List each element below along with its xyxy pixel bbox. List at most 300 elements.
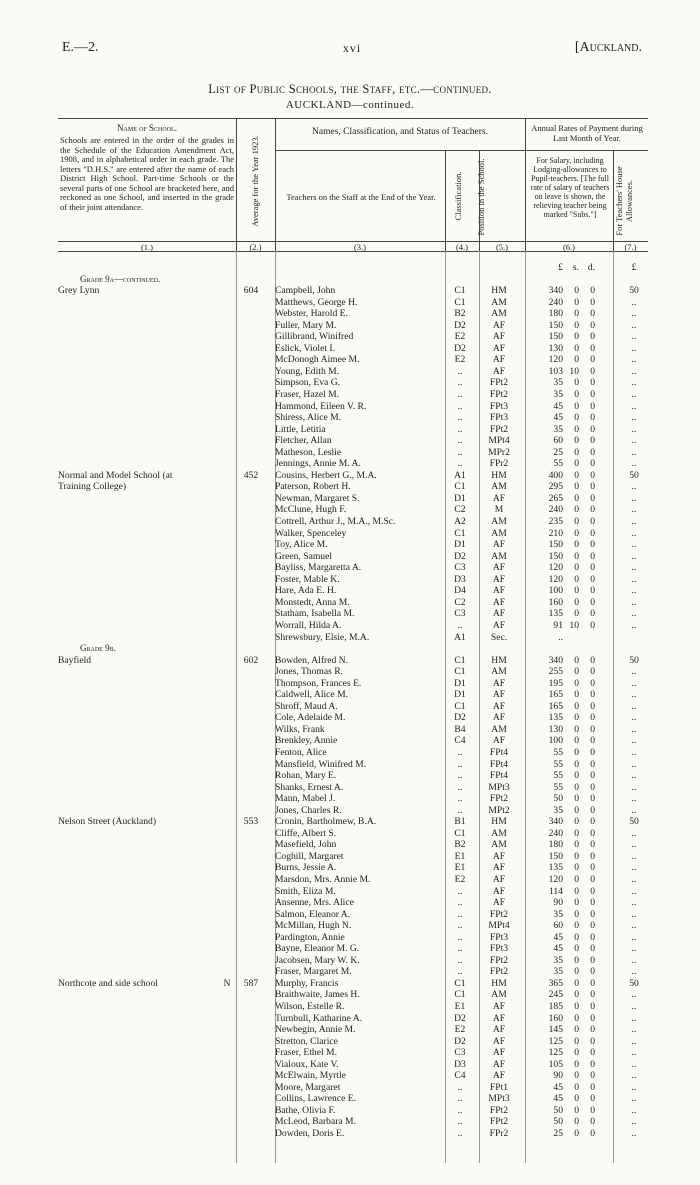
house-allowance: .. [631, 308, 637, 320]
teacher-classification: D1 [454, 492, 466, 504]
salary-shillings: 0 [574, 1047, 579, 1059]
salary-shillings: 0 [574, 966, 579, 978]
salary-pence: 0 [590, 619, 595, 631]
salary-shillings: 0 [574, 342, 579, 354]
table-row [58, 551, 648, 563]
house-allowance: .. [631, 966, 637, 978]
teacher-position: MPt3 [488, 781, 510, 793]
salary-pounds: 340 [548, 654, 563, 666]
teacher-classification: .. [457, 804, 463, 816]
salary-pounds: 35 [553, 804, 563, 816]
salary-pounds: 103 [548, 365, 563, 377]
table-row [58, 585, 648, 597]
salary-pounds: 165 [548, 689, 563, 701]
salary-shillings: 0 [574, 908, 579, 920]
house-allowance: .. [631, 908, 637, 920]
salary-shillings: 0 [574, 1104, 579, 1116]
allowance-pounds-symbol: £ [631, 262, 637, 273]
salary-shillings: 0 [574, 816, 579, 828]
salary-shillings: 0 [574, 827, 579, 839]
salary-pence: 0 [590, 689, 595, 701]
salary-pounds: 100 [548, 585, 563, 597]
table-row [58, 504, 648, 516]
house-allowance: .. [631, 400, 637, 412]
salary-pounds: 150 [548, 539, 563, 551]
table-row [58, 632, 648, 644]
salary-shillings: 0 [574, 873, 579, 885]
salary-shillings: 0 [574, 1058, 579, 1070]
names-col-head: Names, Classification, and Status of Teachers. [312, 127, 488, 137]
teacher-name: Cliffe, Albert S. [275, 827, 337, 839]
house-allowance: .. [631, 539, 637, 551]
house-allowance: .. [631, 1093, 637, 1105]
teacher-name: Cole, Adelaide M. [275, 712, 346, 724]
teacher-position: MPt4 [488, 920, 510, 932]
house-allowance: .. [631, 885, 637, 897]
teacher-position: AF [492, 608, 506, 620]
salary-shillings: 0 [574, 1001, 579, 1012]
teacher-position: FPt3 [489, 400, 509, 412]
table-row [58, 493, 648, 505]
salary-pounds: 165 [548, 700, 563, 712]
teacher-name: Dowden, Doris E. [275, 1128, 345, 1140]
teacher-classification: B1 [454, 816, 466, 828]
salary-shillings: 0 [574, 885, 579, 897]
salary-pounds: 135 [548, 862, 563, 874]
table-row [58, 1116, 648, 1128]
house-allowance: .. [631, 677, 637, 689]
salary-shillings: 0 [574, 1012, 579, 1024]
salary-pounds: 55 [553, 781, 563, 793]
table-row [58, 528, 648, 540]
page-number: xvi [342, 41, 362, 55]
salary-pounds: 60 [553, 920, 563, 932]
table-row [58, 1036, 648, 1048]
salary-shillings: 0 [574, 331, 579, 343]
teacher-classification: D2 [454, 1035, 466, 1047]
house-allowance: .. [631, 504, 637, 516]
teacher-classification: C3 [454, 1047, 466, 1059]
house-allowance: 50 [629, 654, 639, 666]
salary-shillings: 0 [574, 492, 579, 504]
grade-label: Grade 9b. [80, 643, 116, 654]
teacher-classification: A2 [454, 516, 466, 528]
salary-pence: 0 [590, 977, 595, 989]
teacher-name: Burns, Jessie A. [275, 862, 337, 874]
salary-pence: 0 [590, 319, 595, 331]
salary-shillings: 0 [574, 285, 579, 297]
teacher-classification: .. [457, 365, 463, 377]
teacher-classification: C1 [454, 527, 466, 539]
salary-shillings: 0 [574, 770, 579, 782]
table-row [58, 955, 648, 967]
house-allowance: 50 [629, 285, 639, 297]
teacher-classification: D2 [454, 712, 466, 724]
teacher-position: FPt3 [489, 943, 509, 955]
table-row [58, 701, 648, 713]
house-allowance: 50 [629, 469, 639, 481]
table-row [58, 539, 648, 551]
teacher-position: AM [491, 827, 507, 839]
teacher-name: Thompson, Frances E. [275, 677, 362, 689]
teacher-classification: C2 [454, 596, 466, 608]
table-row [58, 666, 648, 678]
salary-shillings: 0 [574, 897, 579, 909]
salary-pounds: 135 [548, 712, 563, 724]
teacher-rows [58, 274, 648, 1140]
teacher-name: Shiress, Alice M. [275, 412, 342, 424]
grade-label: Grade 9a—continued. [80, 273, 161, 284]
salary-shillings: 0 [574, 931, 579, 943]
house-allowance: 50 [629, 816, 639, 828]
house-allowance: .. [631, 319, 637, 331]
house-allowance: .. [631, 446, 637, 458]
school-average: 587 [243, 977, 259, 989]
teacher-position: AF [492, 850, 506, 862]
teacher-position: HM [491, 654, 507, 666]
teacher-position: HM [491, 469, 507, 481]
house-allowance: .. [631, 423, 637, 435]
house-allowance: .. [631, 1070, 637, 1082]
teacher-classification: C1 [454, 481, 466, 493]
salary-shillings: 0 [574, 839, 579, 851]
teacher-position: AM [491, 516, 507, 528]
house-allowance: .. [631, 793, 637, 805]
teacher-position: AM [491, 550, 507, 562]
salary-pounds: 114 [548, 885, 563, 897]
teacher-name: Eslick, Violet I. [275, 342, 335, 354]
table-row [58, 920, 648, 932]
teacher-position: AF [492, 619, 506, 631]
teacher-classification: D1 [454, 677, 466, 689]
teacher-name: Newman, Margaret S. [275, 492, 360, 504]
salary-shillings: 0 [574, 354, 579, 366]
teacher-classification: E2 [454, 1024, 466, 1036]
pounds-symbol: £ [558, 262, 563, 273]
table-row [58, 1059, 648, 1071]
house-allowance: .. [631, 931, 637, 943]
salary-shillings: 0 [574, 654, 579, 666]
table-row [58, 1001, 648, 1013]
teacher-classification: C1 [454, 827, 466, 839]
teacher-position: FPt1 [489, 1081, 509, 1093]
salary-pence: 0 [590, 1128, 595, 1140]
teacher-classification: E2 [454, 873, 466, 885]
salary-pounds: .. [558, 631, 563, 643]
salary-pence: 0 [590, 1001, 595, 1012]
salary-shillings: 0 [574, 550, 579, 562]
salary-col-head: For Salary, including Lodging-allowances to Pupil-teachers. [The full rate of salary of teachers on leave is shown, the relieving teacher being marked "Subs."] [530, 156, 610, 219]
salary-shillings: 0 [574, 1128, 579, 1140]
teacher-classification: .. [457, 943, 463, 955]
col-number-3: (3.) [353, 242, 367, 252]
salary-pounds: 185 [548, 1001, 563, 1012]
salary-pence: 0 [590, 666, 595, 678]
teacher-classification: B2 [454, 839, 466, 851]
salary-shillings: 0 [574, 400, 579, 412]
teacher-classification: C1 [454, 285, 466, 297]
house-allowance: .. [631, 1047, 637, 1059]
salary-pence: 0 [590, 654, 595, 666]
house-allowance: .. [631, 850, 637, 862]
salary-shillings: 0 [574, 469, 579, 481]
salary-pence: 0 [590, 770, 595, 782]
teacher-name: Mann, Mabel J. [275, 793, 336, 805]
salary-pence: 0 [590, 954, 595, 966]
teacher-position: AM [491, 839, 507, 851]
salary-pounds: 55 [553, 458, 563, 470]
teacher-name: Jennings, Annie M. A. [275, 458, 361, 470]
house-allowance: .. [631, 1058, 637, 1070]
house-allowance: .. [631, 689, 637, 701]
salary-pence: 0 [590, 539, 595, 551]
teacher-position: AF [492, 712, 506, 724]
teacher-name: Caldwell, Alice M. [275, 689, 349, 701]
house-allowance: .. [631, 492, 637, 504]
salary-pounds: 55 [553, 758, 563, 770]
house-allowance: .. [631, 920, 637, 932]
salary-pence: 0 [590, 1093, 595, 1105]
table-row [58, 851, 648, 863]
house-allowance: .. [631, 1024, 637, 1036]
salary-pence: 0 [590, 862, 595, 874]
teachers-col-head: Teachers on the Staff at the End of the Year. [286, 192, 436, 202]
teacher-classification: .. [457, 781, 463, 793]
salary-pence: 0 [590, 608, 595, 620]
house-allowance: .. [631, 1035, 637, 1047]
salary-pounds: 60 [553, 435, 563, 447]
salary-shillings: 0 [574, 608, 579, 620]
teacher-position: AF [492, 873, 506, 885]
house-allowance: .. [631, 770, 637, 782]
teacher-name: Jones, Charles R. [275, 804, 342, 816]
table-row [58, 412, 648, 424]
salary-pounds: 35 [553, 908, 563, 920]
table-row [58, 1047, 648, 1059]
teacher-position: AF [492, 1070, 506, 1082]
salary-shillings: 0 [574, 585, 579, 597]
teacher-position: AM [491, 723, 507, 735]
salary-pounds: 50 [553, 1104, 563, 1116]
salary-shillings: 0 [574, 723, 579, 735]
salary-shillings: 0 [574, 1024, 579, 1036]
teacher-classification: C3 [454, 562, 466, 574]
teacher-name: Brenkley, Annie [275, 735, 338, 747]
house-allowance: .. [631, 435, 637, 447]
teacher-name: Young, Edith M. [275, 365, 340, 377]
house-allowance: .. [631, 365, 637, 377]
teacher-classification: E2 [454, 354, 466, 366]
teacher-classification: E1 [454, 1001, 466, 1012]
table-row [58, 759, 648, 771]
salary-pence: 0 [590, 504, 595, 516]
teacher-name: Statham, Isabella M. [275, 608, 355, 620]
salary-pounds: 50 [553, 793, 563, 805]
house-allowance: .. [631, 839, 637, 851]
teacher-position: FPt2 [489, 1116, 509, 1128]
salary-pounds: 160 [548, 1012, 563, 1024]
salary-pence: 0 [590, 1047, 595, 1059]
school-col-note: Schools are entered in the order of the grades in the Schedule of the Education Amendment Act, 1908, and in alphabetical order in each grade. The letters "D.H.S." are entered after the name of each District High School. Part-time Schools or the several parts of one School are bracketed here, and reckoned as one School, and inserted in the grade of their joint attendance. [60, 135, 234, 212]
salary-pounds: 90 [553, 1070, 563, 1082]
salary-pounds: 45 [553, 412, 563, 424]
teacher-name: Foster, Mable K. [275, 573, 340, 585]
teacher-name: Monstedt, Anna M. [275, 596, 350, 608]
table-row [58, 805, 648, 817]
teacher-classification: C3 [454, 608, 466, 620]
house-allowance: .. [631, 943, 637, 955]
salary-pounds: 255 [548, 666, 563, 678]
salary-pounds: 135 [548, 608, 563, 620]
table-row [58, 308, 648, 320]
teacher-name: McDonogh Aimee M. [275, 354, 360, 366]
rule-rates-sub [525, 150, 648, 151]
table-body [58, 262, 648, 1140]
teacher-name: Cronin, Bartholmew, B.A. [275, 816, 377, 828]
table-row [58, 424, 648, 436]
teacher-position: AM [491, 666, 507, 678]
teacher-position: FPt4 [489, 746, 509, 758]
teacher-classification: .. [457, 920, 463, 932]
teacher-classification: C1 [454, 700, 466, 712]
salary-pence: 0 [590, 365, 595, 377]
teacher-position: AM [491, 308, 507, 320]
teacher-name: Worrall, Hilda A. [275, 619, 342, 631]
salary-shillings: 0 [574, 389, 579, 401]
teacher-classification: .. [457, 1128, 463, 1140]
house-allowance: .. [631, 666, 637, 678]
table-row [58, 1013, 648, 1025]
teacher-name: Marsdon, Mrs. Annie M. [275, 873, 371, 885]
salary-pence: 0 [590, 781, 595, 793]
salary-shillings: 0 [574, 781, 579, 793]
teacher-name: McLeod, Barbara M. [275, 1116, 356, 1128]
teacher-position: AF [492, 677, 506, 689]
house-allowance: .. [631, 954, 637, 966]
teacher-classification: B2 [454, 308, 466, 320]
rule-names-sub [275, 150, 525, 151]
teacher-classification: .. [457, 954, 463, 966]
page-ref: E.—2. [62, 40, 99, 55]
salary-shillings: 0 [574, 596, 579, 608]
salary-shillings: 0 [574, 1035, 579, 1047]
teacher-position: FPt4 [489, 758, 509, 770]
teacher-name: Green, Samuel [275, 550, 333, 562]
salary-pence: 0 [590, 758, 595, 770]
teacher-name: Coghill, Margaret [275, 850, 344, 862]
salary-shillings: 0 [574, 423, 579, 435]
salary-pounds: 160 [548, 596, 563, 608]
salary-pence: 0 [590, 677, 595, 689]
salary-shillings: 0 [574, 573, 579, 585]
teacher-classification: .. [457, 746, 463, 758]
salary-shillings: 0 [574, 527, 579, 539]
teacher-classification: C1 [454, 666, 466, 678]
shillings-symbol: s. [572, 262, 579, 273]
salary-pence: 0 [590, 989, 595, 1001]
house-allowance: .. [631, 458, 637, 470]
salary-pounds: 145 [548, 1024, 563, 1036]
table-row [58, 874, 648, 886]
teacher-name: Wilson, Estelle R. [275, 1001, 345, 1012]
school-name: Training College) [58, 481, 127, 493]
teacher-position: AF [492, 585, 506, 597]
salary-pence: 0 [590, 723, 595, 735]
teacher-name: Moore, Margaret [275, 1081, 341, 1093]
school-name: Nelson Street (Auckland) [58, 816, 157, 828]
teacher-classification: C1 [454, 296, 466, 308]
teacher-name: Fenton, Alice [275, 746, 327, 758]
teacher-name: Bowden, Alfred N. [275, 654, 349, 666]
teacher-position: AF [492, 331, 506, 343]
house-allowance: 50 [629, 977, 639, 989]
salary-pounds: 240 [548, 504, 563, 516]
salary-pence: 0 [590, 492, 595, 504]
table-row [58, 1024, 648, 1036]
house-allowance: .. [631, 873, 637, 885]
teacher-name: Jacobsen, Mary W. K. [275, 954, 360, 966]
teacher-name: Braithwaite, James H. [275, 989, 360, 1001]
teacher-name: Fraser, Margaret M. [275, 966, 352, 978]
teacher-classification: .. [457, 423, 463, 435]
salary-pence: 0 [590, 596, 595, 608]
teacher-position: AF [492, 735, 506, 747]
salary-pence: 0 [590, 377, 595, 389]
teacher-name: Cottrell, Arthur J., M.A., M.Sc. [275, 516, 396, 528]
house-allowance: .. [631, 619, 637, 631]
teacher-position: FPt2 [489, 954, 509, 966]
teacher-name: Salmon, Eleanor A. [275, 908, 351, 920]
salary-pence: 0 [590, 285, 595, 297]
table-row [58, 735, 648, 747]
house-allowance: .. [631, 1081, 637, 1093]
salary-pence: 0 [590, 920, 595, 932]
salary-pounds: 120 [548, 354, 563, 366]
salary-pence: 0 [590, 804, 595, 816]
teacher-position: MPt4 [488, 435, 510, 447]
table-row [58, 481, 648, 493]
salary-shillings: 0 [574, 954, 579, 966]
teacher-classification: .. [457, 770, 463, 782]
house-allowance: .. [631, 296, 637, 308]
teacher-classification: C4 [454, 735, 466, 747]
teacher-name: Shanks, Ernest A. [275, 781, 344, 793]
teacher-name: Pardington, Annie [275, 931, 345, 943]
salary-pounds: 240 [548, 827, 563, 839]
teacher-position: FPt2 [489, 908, 509, 920]
salary-pounds: 25 [553, 446, 563, 458]
house-allowance: .. [631, 723, 637, 735]
table-row [58, 966, 648, 978]
classification-col-head: Classification. [453, 171, 463, 221]
teacher-position: AF [492, 1035, 506, 1047]
salary-pounds: 45 [553, 1081, 563, 1093]
teacher-name: Hammond, Eileen V. R. [275, 400, 367, 412]
teacher-position: HM [491, 977, 507, 989]
house-allowance: .. [631, 354, 637, 366]
salary-pounds: 210 [548, 527, 563, 539]
table-row [58, 839, 648, 851]
table-row [58, 862, 648, 874]
salary-pence: 0 [590, 354, 595, 366]
teacher-position: FPr2 [489, 1128, 509, 1140]
salary-pounds: 365 [548, 977, 563, 989]
house-allowance: .. [631, 1128, 637, 1140]
salary-pounds: 91 [553, 619, 563, 631]
teacher-position: HM [491, 816, 507, 828]
house-allowance: .. [631, 412, 637, 424]
teacher-classification: .. [457, 931, 463, 943]
